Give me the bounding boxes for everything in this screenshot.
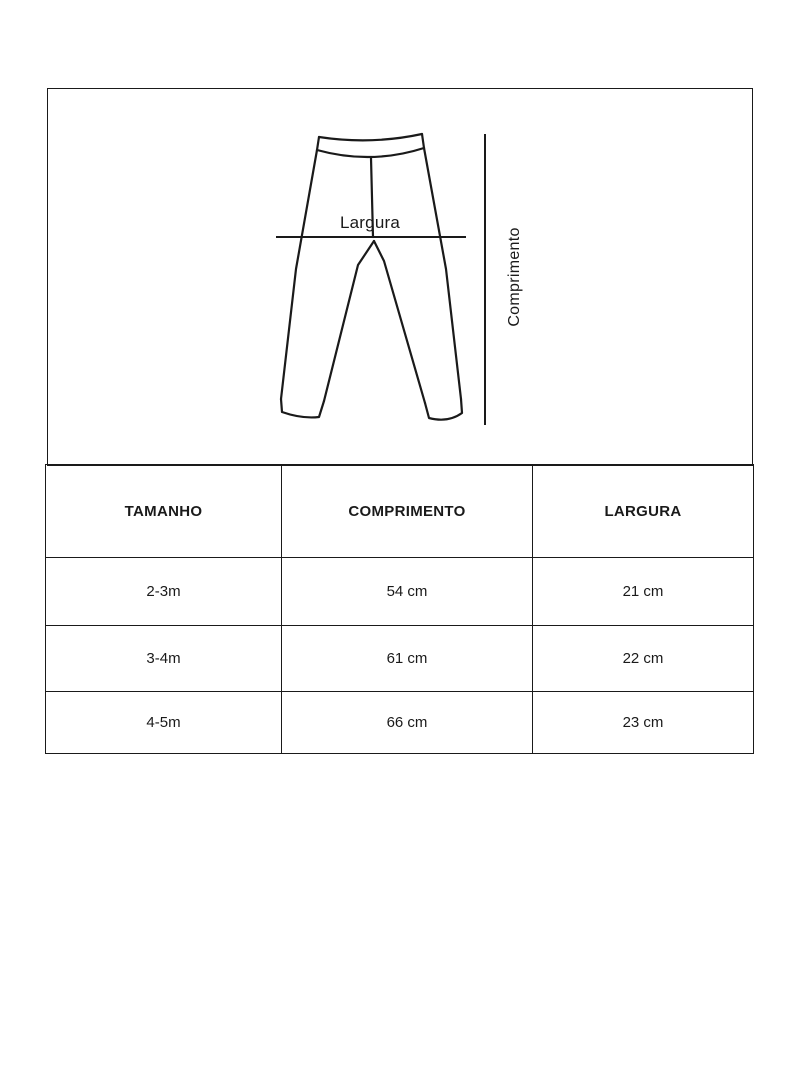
table-row [46,558,754,626]
cell-size: 3-4m [46,626,282,692]
cell-size: 2-3m [46,558,282,626]
cell-size: 4-5m [46,692,282,754]
header-length: COMPRIMENTO [282,465,533,558]
table-row [46,692,754,754]
table-header-row [46,465,754,558]
length-label: Comprimento [506,227,523,327]
width-label: Largura [340,213,400,232]
cell-width: 21 cm [533,558,754,626]
cell-length: 66 cm [282,692,533,754]
pants-outline-icon [48,89,754,467]
cell-width: 22 cm [533,626,754,692]
cell-length: 61 cm [282,626,533,692]
table-row [46,626,754,692]
measurement-diagram [47,88,753,466]
size-table [45,464,754,754]
header-width: LARGURA [533,465,754,558]
cell-length: 54 cm [282,558,533,626]
cell-width: 23 cm [533,692,754,754]
header-size: TAMANHO [46,465,282,558]
